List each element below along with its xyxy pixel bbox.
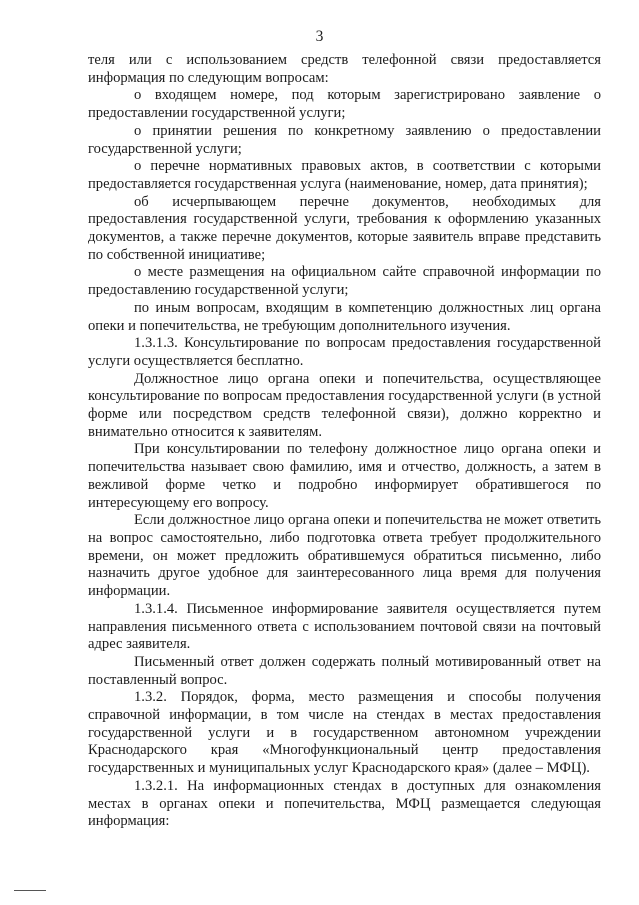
paragraph: Должностное лицо органа опеки и попечительства, осуществляющее консультирование по вопросам предоставления государственной услуги (в устной форме или посредством средств телефонной связи), должно корректно и внимательно относится к заявителям.: [88, 370, 601, 440]
paragraph: Если должностное лицо органа опеки и попечительства не может ответить на вопрос самостоятельно, либо подготовка ответа требует продолжительного времени, он может предложить обратившемуся обратиться письменно, либо назначить другое удобное для заинтересованного лица время для получения информации.: [88, 512, 601, 600]
paragraph: 1.3.2.1. На информационных стендах в доступных для ознакомления местах в органах опеки и попечительства, МФЦ размещается следующая информация:: [88, 777, 601, 830]
paragraph: Письменный ответ должен содержать полный мотивированный ответ на поставленный вопрос.: [88, 653, 601, 688]
paragraph: При консультировании по телефону должностное лицо органа опеки и попечительства называет свою фамилию, имя и отчество, должность, а затем в вежливой форме четко и подробно информирует обратившегося по интересующему его вопросу.: [88, 441, 601, 511]
page-number: 3: [315, 28, 324, 45]
list-item: о перечне нормативных правовых актов, в соответствии с которыми предоставляется государственная услуга (наименование, номер, дата принятия);: [88, 158, 601, 192]
paragraph: 1.3.1.4. Письменное информирование заявителя осуществляется путем направления письменного ответа с использованием почтовой связи на почтовый адрес заявителя.: [88, 600, 601, 653]
footer-divider: [14, 890, 46, 891]
list-item: о входящем номере, под которым зарегистрировано заявление о предоставлении государственной услуги;: [88, 87, 601, 122]
document-body: [88, 52, 601, 831]
list-item: о месте размещения на официальном сайте справочной информации по предоставлению государственной услуги;: [88, 264, 601, 299]
paragraph: 1.3.1.3. Консультирование по вопросам предоставления государственной услуги осуществляется бесплатно.: [88, 335, 601, 369]
list-item: по иным вопросам, входящим в компетенцию должностных лиц органа опеки и попечительства, не требующим дополнительного изучения.: [88, 299, 601, 334]
paragraph: 1.3.2. Порядок, форма, место размещения и способы получения справочной информации, в том числе на стендах в местах предоставления государственной услуги и в государственном автономном учреждении Краснодарского края «Многофункциональный центр предоставления государственных и муниципальных услуг Краснодарского края» (далее – МФЦ).: [88, 689, 601, 777]
list-item: о принятии решения по конкретному заявлению о предоставлении государственной услуги;: [88, 122, 601, 157]
paragraph: теля или с использованием средств телефонной связи предоставляется информация по следующим вопросам:: [88, 52, 601, 86]
list-item: об исчерпывающем перечне документов, необходимых для предоставления государственной услуги, требования к оформлению указанных документов, а также перечне документов, которые заявитель вправе представить по собственной инициативе;: [88, 193, 601, 263]
